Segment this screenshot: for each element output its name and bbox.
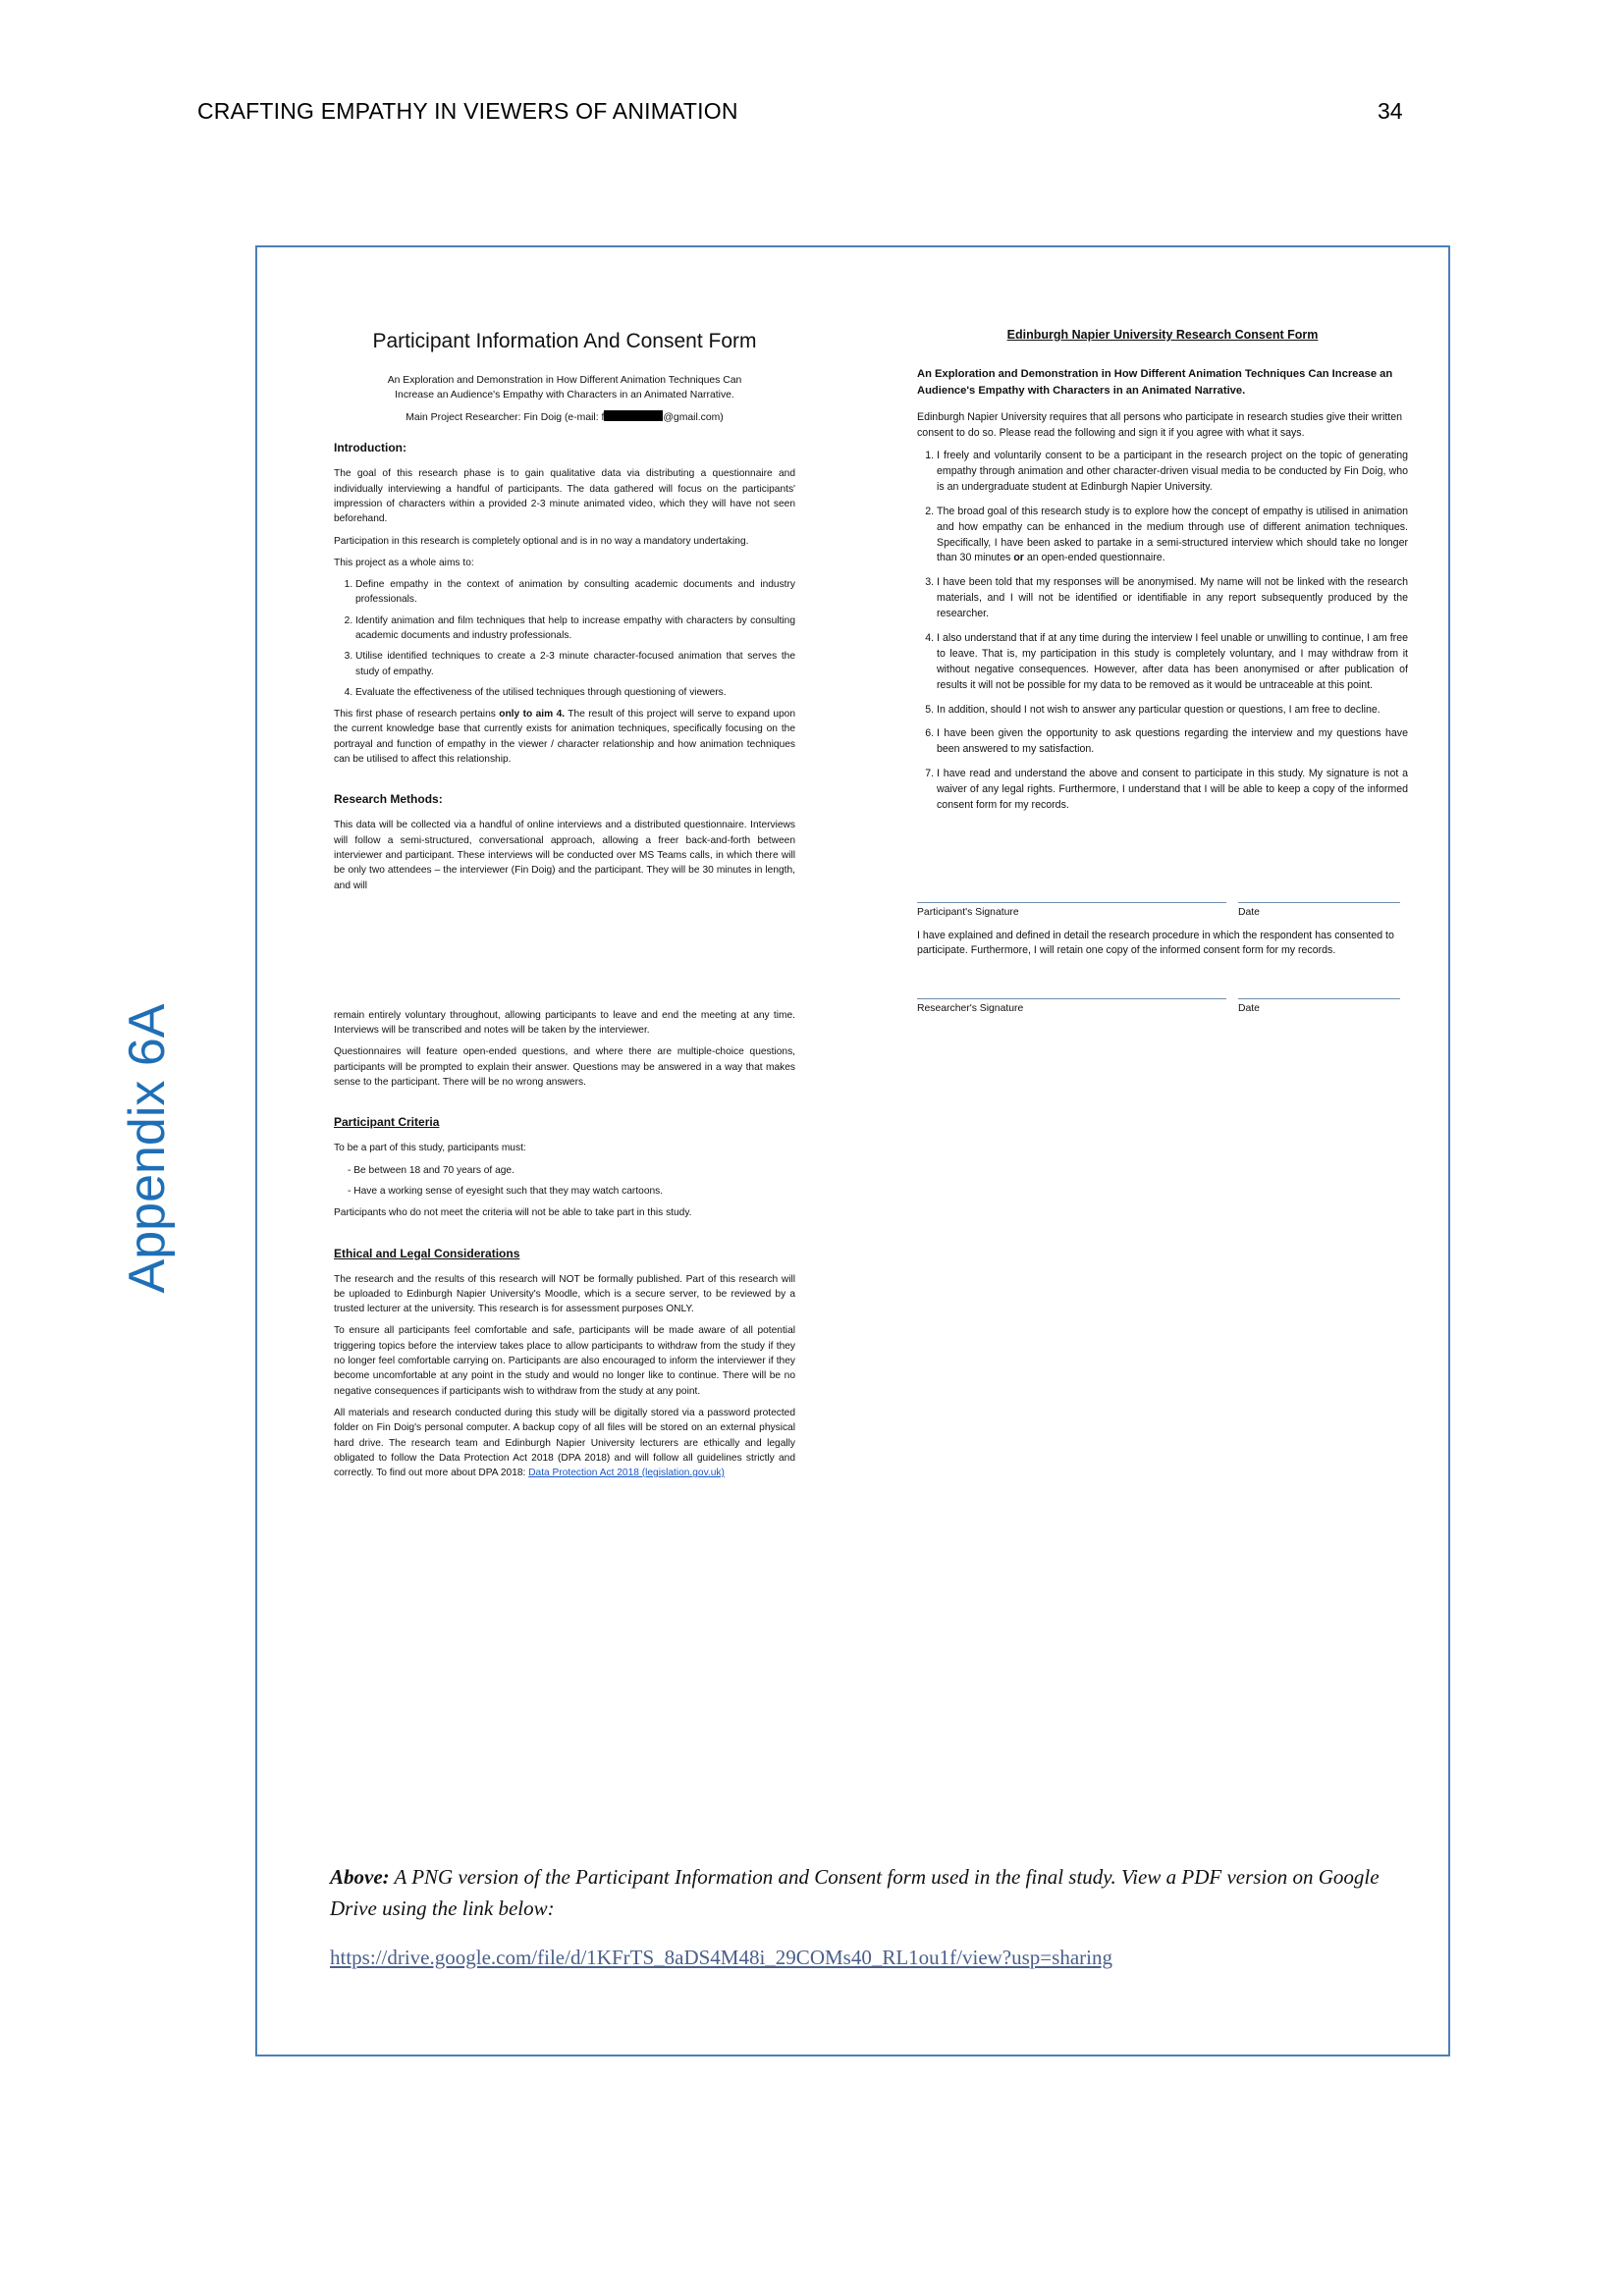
- phase-text: This first phase of research pertains: [334, 709, 500, 721]
- google-drive-link[interactable]: https://drive.google.com/file/d/1KFrTS_8aDS4M48i_29COMs40_RL1ou1f/view?usp=sharing: [330, 1946, 1112, 1969]
- running-head: CRAFTING EMPATHY IN VIEWERS OF ANIMATION: [197, 98, 738, 124]
- list-item: 5. In addition, should I not wish to answer any particular question or questions, I am free to decline.: [937, 703, 1408, 719]
- project-subtitle: [334, 373, 795, 403]
- intro-paragraph: Participation in this research is completely optional and is in no way a mandatory undertaking.: [334, 535, 749, 547]
- statement-emphasis: or: [1013, 552, 1024, 564]
- consent-form-title: Edinburgh Napier University Research Consent Form: [1006, 328, 1319, 342]
- phase-paragraph: [334, 707, 795, 767]
- introduction-heading: Introduction:: [334, 441, 406, 455]
- researcher-statement: I have explained and defined in detail the research procedure in which the respondent has consented to participate. Furthermore, I will retain one copy of the informed consent form for my records.: [917, 929, 1394, 957]
- statement-text: The broad goal of this research study is to explore how the concept of empathy is utilised in animation and how empathy can be enhanced in the medium through use of different animation techniques. Specifically, I have been asked to partake in a semi-structured interview which should take no longer than 30 minutes: [937, 505, 1408, 564]
- ethics-text: All materials and research conducted during this study will be digitally stored via a password protected folder on Fin Doig's personal computer. A backup copy of all files will be stored on an external physical hard drive. The research team and Edinburgh Napier University lecturers are ethically and legally obligated to follow the Data Protection Act 2018 (DPA 2018) and will follow all guidelines strictly and correctly. To find out more about DPA 2018:: [334, 1407, 795, 1479]
- form-title: Participant Information And Consent Form: [372, 330, 757, 352]
- researcher-suffix: @gmail.com): [663, 411, 724, 423]
- criteria-list: [334, 1163, 795, 1200]
- ethics-paragraph: To ensure all participants feel comfortable and safe, participants will be made aware of all potential triggering topics before the interview takes place to allow participants to withdraw from the study if they no longer feel comfortable carrying on. Participants are also encouraged to inform the interviewer if they become uncomfortable at any point in the study and would no longer like to continue. There will be no negative consequences if participants wish to withdraw from the study at any point.: [334, 1325, 795, 1397]
- list-item: 1. I freely and voluntarily consent to be a participant in the research project on the topic of generating empathy through animation and other character-driven visual media to be conducted by Fin Doig, who is an undergraduate student at Edinburgh Napier University.: [937, 449, 1408, 496]
- list-item: 3. Utilise identified techniques to create a 2-3 minute character-focused animation that serves the study of empathy.: [355, 649, 795, 679]
- list-item: 7. I have read and understand the above and consent to participate in this study. My signature is not a waiver of any legal rights. Furthermore, I understand that I will be able to keep a copy of the informed consent form for my records.: [937, 767, 1408, 814]
- list-item: 4. Evaluate the effectiveness of the utilised techniques through questioning of viewers.: [355, 685, 795, 700]
- subtitle-line-1: An Exploration and Demonstration in How Different Animation Techniques Can: [387, 374, 742, 386]
- participant-date-line: Date: [1238, 902, 1400, 921]
- phase-emphasis: only to aim 4.: [499, 709, 566, 721]
- list-item: - Have a working sense of eyesight such that they may watch cartoons.: [348, 1184, 795, 1199]
- list-item: - Be between 18 and 70 years of age.: [348, 1163, 795, 1178]
- criteria-note: Participants who do not meet the criteria will not be able to take part in this study.: [334, 1207, 692, 1219]
- phase-text: The result of this project will serve to expand upon the current knowledge base that currently exists for animation techniques, specifically focusing on the portrayal and function of empathy in the viewer / character relationship and how animation techniques can be utilised to affect this relationship.: [334, 709, 795, 766]
- subtitle-line-2: Increase an Audience's Empathy with Characters in an Animated Narrative.: [395, 390, 734, 401]
- aims-list: [334, 577, 795, 700]
- research-methods-heading: Research Methods:: [334, 792, 443, 807]
- ethics-paragraph: The research and the results of this research will NOT be formally published. Part of this research will be uploaded to Edinburgh Napier University's Moodle, which is a secure server, to be reviewed by a trusted lecturer at the university. This research is for assessment purposes ONLY.: [334, 1273, 795, 1315]
- intro-paragraph: This project as a whole aims to:: [334, 557, 474, 568]
- researcher-signature-line: Researcher's Signature: [917, 998, 1226, 1017]
- consent-form-subtitle: An Exploration and Demonstration in How Different Animation Techniques Can Increase an Audience's Empathy with Characters in an Animated Narrative.: [917, 367, 1393, 397]
- caption-lead: Above:: [330, 1865, 390, 1889]
- participant-signature-line: Participant's Signature: [917, 902, 1226, 921]
- list-item: [937, 505, 1408, 567]
- methods-paragraph: remain entirely voluntary throughout, allowing participants to leave and end the meeting at any time. Interviews will be transcribed and notes will be taken by the interviewer.: [334, 1009, 795, 1037]
- dpa-link[interactable]: Data Protection Act 2018 (legislation.gov.uk): [528, 1468, 725, 1479]
- criteria-intro: To be a part of this study, participants must:: [334, 1143, 526, 1154]
- figure-caption: [330, 1862, 1380, 1924]
- redaction-bar: [604, 410, 663, 421]
- list-item: 1. Define empathy in the context of animation by consulting academic documents and industry professionals.: [355, 577, 795, 608]
- consent-form-sheet: [917, 326, 1408, 1017]
- list-item: 3. I have been told that my responses will be anonymised. My name will not be linked with the research materials, and I will not be identified or identifiable in any report subsequently produced by the researcher.: [937, 575, 1408, 622]
- consent-statements: [917, 449, 1408, 814]
- researcher-line: [334, 410, 795, 426]
- statement-text: an open-ended questionnaire.: [1023, 552, 1165, 564]
- participant-criteria-heading: Participant Criteria: [334, 1115, 440, 1130]
- intro-paragraph: The goal of this research phase is to gain qualitative data via distributing a questionnaire and individually interviewing a handful of participants. The data gathered will focus on the participants' impression of characters within a provided 2-3 minute animated video, which they will have not seen beforehand.: [334, 468, 795, 525]
- caption-text: A PNG version of the Participant Information and Consent form used in the final study. View a PDF version on Google Drive using the link below:: [330, 1865, 1380, 1920]
- figure-frame: [255, 245, 1450, 2056]
- participant-information-sheet: [334, 326, 795, 1487]
- list-item: 2. Identify animation and film techniques that help to increase empathy with characters by consulting academic documents and industry professionals.: [355, 614, 795, 644]
- researcher-signature-row: [917, 998, 1408, 1017]
- researcher-prefix: Main Project Researcher: Fin Doig (e-mail: f: [406, 411, 605, 423]
- list-item: 6. I have been given the opportunity to ask questions regarding the interview and my questions have been answered to my satisfaction.: [937, 726, 1408, 758]
- methods-paragraph: This data will be collected via a handful of online interviews and a distributed questionnaire. Interviews will follow a semi-structured, conversational approach, allowing a freer back-and-forth between interviewer and participant. These interviews will be conducted over MS Teams calls, in which there will be only two attendees – the interviewer (Fin Doig) and the participant. They will be 30 minutes in length, and will: [334, 820, 795, 891]
- ethics-heading: Ethical and Legal Considerations: [334, 1246, 520, 1260]
- consent-intro: Edinburgh Napier University requires that all persons who participate in research studies give their written consent to do so. Please read the following and sign it if you agree with what it says.: [917, 411, 1403, 440]
- list-item: 4. I also understand that if at any time during the interview I feel unable or unwilling to continue, I am free to leave. That is, my participation in this study is completely voluntary, and I may withdraw from it without negative consequences. However, after data has been anonymised or after publication of results it will not be possible for my data to be removed as it would be untraceable at this point.: [937, 631, 1408, 694]
- researcher-date-line: Date: [1238, 998, 1400, 1017]
- methods-paragraph: Questionnaires will feature open-ended questions, and where there are multiple-choice questions, participants will be prompted to explain their answer. Questions may be answered in a way that makes sense to the participant. There will be no wrong answers.: [334, 1046, 795, 1089]
- appendix-label: Appendix 6A: [119, 1003, 176, 1294]
- page-break-gap: [334, 900, 795, 1008]
- page-number: 34: [1378, 98, 1403, 124]
- ethics-paragraph: [334, 1406, 795, 1480]
- participant-signature-row: [917, 902, 1408, 921]
